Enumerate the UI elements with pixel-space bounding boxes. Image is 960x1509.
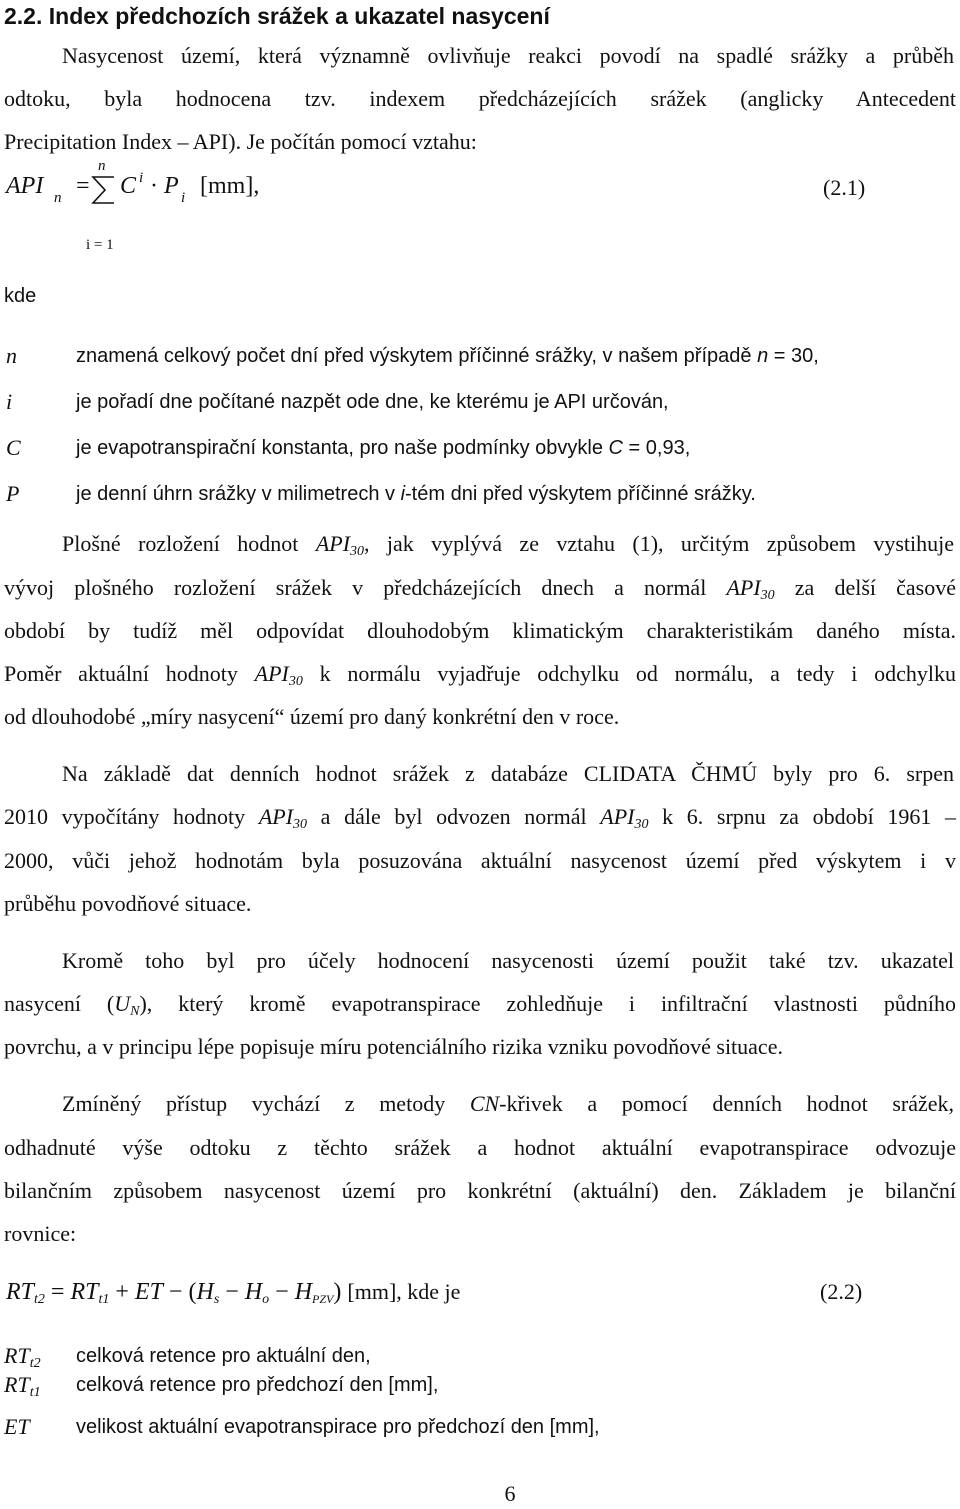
para3-line4: průběhu povodňové situace.	[4, 891, 252, 916]
legend-text-rt2: celková retence pro aktuální den,	[76, 1345, 371, 1367]
para5-line4: rovnice:	[4, 1221, 77, 1246]
eq2-number: (2.2)	[820, 1279, 863, 1304]
def-text-c: je evapotranspirační konstanta, pro naše podmínky obvykle C = 0,93,	[76, 437, 691, 459]
legend-symbol-rt2: $RT_{t2}$	[4, 1343, 41, 1371]
equation-2-2: $RT_{t2} = RT_{t1}$ + ET − $(H_s - H_o - H_{PZV})$ [mm], kde je	[6, 1279, 461, 1307]
para4-line2: nasycení $(U_N)$, který kromě evapotranspirace zohledňuje i infiltrační vlastnosti půdního	[4, 991, 956, 1019]
def-symbol-n: n	[6, 343, 17, 368]
para5-line1: Zmíněný přístup vychází z metody CN-křivek a pomocí denních hodnot srážek,	[62, 1091, 954, 1116]
para1-line3: Precipitation Index – API). Je počítán pomocí vztahu:	[4, 129, 477, 154]
page-number: 6	[504, 1481, 516, 1506]
para2-line5: od dlouhodobé „míry nasycení“ území pro daný konkrétní den v roce.	[4, 704, 620, 729]
para1-line2: odtoku, byla hodnocena tzv. indexem předcházejících srážek (anglicky Antecedent	[4, 86, 956, 111]
eq1-dot: ·	[150, 173, 158, 199]
section-number: 2.2.	[4, 3, 43, 29]
eq1-sum-lower: i = 1	[86, 237, 114, 253]
legend-text-rt1: celková retence pro předchozí den [mm],	[76, 1374, 439, 1396]
eq1-lhs: API	[6, 173, 44, 199]
legend-symbol-rt1: $RT_{t1}$	[4, 1372, 41, 1400]
def-symbol-c: C	[6, 435, 21, 460]
def-text-p: je denní úhrn srážky v milimetrech v i-tém dni před výskytem příčinné srážky.	[76, 483, 756, 505]
para4-line1: Kromě toho byl pro účely hodnocení nasycenosti území použit také tzv. ukazatel	[62, 948, 954, 973]
eq1-lhs-sub: n	[54, 190, 62, 206]
section-heading	[4, 2, 550, 30]
para3-line1: Na základě dat denních hodnot srážek z databáze CLIDATA ČHMÚ byly pro 6. srpen	[62, 761, 954, 786]
section-title: Index předchozích srážek a ukazatel nasycení	[48, 3, 550, 29]
para5-line2: odhadnuté výše odtoku z těchto srážek a hodnot aktuální evapotranspirace odvozuje	[4, 1135, 956, 1160]
para2-line1: Plošné rozložení hodnot $API_{30}$, jak vyplývá ze vztahu (1), určitým způsobem vystihuje	[62, 531, 955, 559]
def-text-n: znamená celkový počet dní před výskytem příčinné srážky, v našem případě n = 30,	[76, 345, 819, 367]
para2-line3: období by tudíž měl odpovídat dlouhodobým klimatickým charakteristikám daného místa.	[4, 618, 956, 643]
eq1-unit: [mm],	[200, 173, 260, 199]
def-text-i: je pořadí dne počítané nazpět ode dne, ke kterému je API určován,	[76, 391, 669, 413]
eq1-base: C	[120, 173, 137, 199]
eq1-p: P	[164, 173, 179, 199]
para2-line4: Poměr aktuální hodnoty $API_{30}$ k normálu vyjadřuje odchylku od normálu, a tedy i odchylku	[4, 661, 957, 689]
eq1-p-sub: i	[181, 190, 186, 206]
eq1-exp: i	[139, 170, 144, 186]
para3-line3: 2000, vůči jehož hodnotám byla posuzována aktuální nasycenost území před výskytem i v	[4, 848, 956, 873]
summation-icon	[90, 174, 118, 206]
kde-label: kde	[4, 285, 37, 307]
def-symbol-p: P	[6, 481, 20, 506]
eq1-equals: =	[76, 173, 90, 199]
para4-line3: povrchu, a v principu lépe popisuje míru potenciálního rizika vzniku povodňové situace.	[4, 1034, 783, 1059]
def-symbol-i: i	[6, 389, 13, 414]
legend-symbol-et: ET	[4, 1414, 30, 1439]
eq1-number: (2.1)	[823, 175, 866, 200]
eq1-sum-upper: n	[98, 158, 106, 174]
legend-text-et: velikost aktuální evapotranspirace pro předchozí den [mm],	[76, 1416, 600, 1438]
para1-line1: Nasycenost území, která významně ovlivňuje reakci povodí na spadlé srážky a průběh	[62, 43, 954, 68]
para2-line2: vývoj plošného rozložení srážek v předcházejících dnech a normál $API_{30}$ za delší časové	[4, 575, 957, 603]
para3-line2: 2010 vypočítány hodnoty $API_{30}$ a dále byl odvozen normál $API_{30}$ k 6. srpnu za období 1961 –	[4, 804, 956, 832]
para5-line3: bilančním způsobem nasycenost území pro konkrétní (aktuální) den. Základem je bilanční	[4, 1178, 956, 1203]
